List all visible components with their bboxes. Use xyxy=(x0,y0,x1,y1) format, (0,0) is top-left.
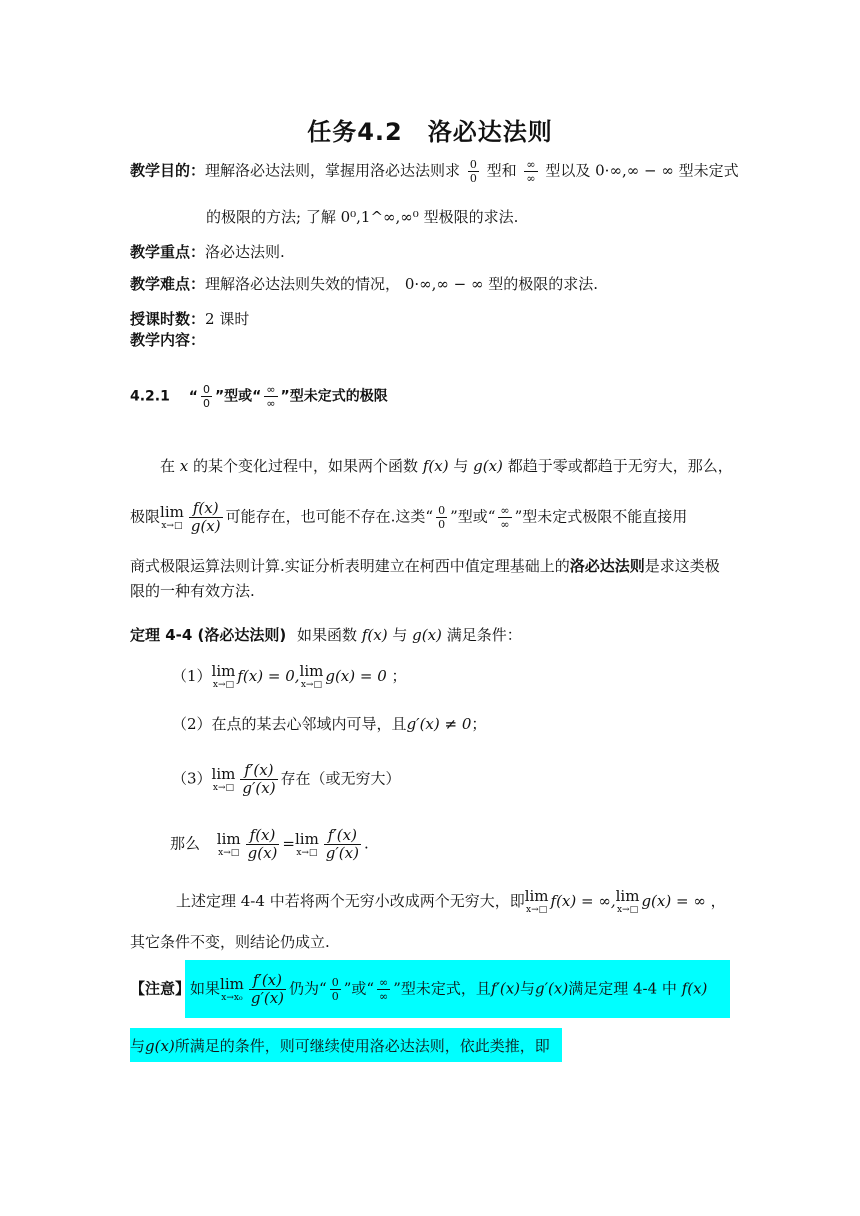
limit-operator: lim x→□ xyxy=(160,502,184,531)
objective-expr-d: 0·∞,∞ − ∞ xyxy=(595,161,674,180)
fraction-fp-over-gp: $\frac{f'(x)}{g'(x)}$ xyxy=(242,761,276,797)
objective-text-c: 型以及 xyxy=(545,161,591,180)
var-x: x xyxy=(179,457,189,475)
limit-operator: lim x→□ xyxy=(211,764,236,793)
key-point-label: 教学重点： xyxy=(130,243,206,261)
page-title: 任务4.2 洛必达法则 xyxy=(307,118,553,146)
limit-operator: lim x→□ xyxy=(211,662,236,690)
fraction-inf: $\frac{\infty}{\infty}$ xyxy=(379,976,389,1003)
func-f: f(x) xyxy=(422,457,449,475)
section-heading xyxy=(130,383,388,410)
fraction-zero: $\frac{0}{0}$ xyxy=(438,504,446,531)
fraction-inf-over-inf: $\frac{\infty}{\infty}$ xyxy=(526,158,536,185)
limit-operator: lim x→□ xyxy=(216,829,241,858)
section-quote-open: “ xyxy=(188,388,198,405)
objective-text-2c: 型极限的求法. xyxy=(423,208,519,226)
section-number: 4.2.1 xyxy=(130,388,170,405)
hours-text: 2 课时 xyxy=(205,310,250,328)
fraction-fp-over-gp: $\frac{f'(x)}{g'(x)}$ xyxy=(250,971,285,1007)
func-g: g(x) xyxy=(473,457,503,475)
paragraph-line-4: 限的一种有效方法. xyxy=(130,582,255,600)
objective-text-e: 型未定式 xyxy=(678,161,739,180)
objective-line-2 xyxy=(206,207,518,227)
note-line-2: 与g(x)所满足的条件，则可继续使用洛必达法则，依此类推，即 xyxy=(130,1037,550,1055)
remark-line-2: 其它条件不变，则结论仍成立. xyxy=(130,933,330,951)
objective-text-a: 理解洛必达法则，掌握用洛必达法则求 xyxy=(205,161,461,180)
paragraph-line-2: 极限 lim x→□ $\frac{f(x)}{g(x)}$ 可能存在，也可能不存在.这类“ $\frac{0}{0}$ ”型或“ $\frac{\infty}{\infty}$ ”型未定式极限不能直接用 xyxy=(130,499,688,535)
objective-label: 教学目的： xyxy=(130,161,206,180)
objective-text-b: 型和 xyxy=(486,161,517,180)
difficulty-line xyxy=(130,274,598,294)
conclusion-line: 那么 lim x→□ $\frac{f(x)}{g(x)}$ = lim x→□ $\frac{f'(x)}{g'(x)}$ . xyxy=(170,826,369,862)
paragraph-line-1: 在 x 的某个变化过程中，如果两个函数 f(x) 与 g(x) 都趋于零或都趋于无穷大，那么， xyxy=(160,457,733,475)
fraction-f-over-g: $\frac{f(x)}{g(x)}$ xyxy=(247,826,278,862)
difficulty-label: 教学难点： xyxy=(130,275,206,293)
difficulty-text-a: 理解洛必达法则失效的情况， xyxy=(205,275,401,293)
limit-operator: lim x→□ xyxy=(524,887,549,915)
objective-text-2a: 的极限的方法; 了解 xyxy=(206,208,336,226)
theorem-label: 定理 4-4 (洛必达法则) xyxy=(130,626,287,644)
remark-line-1: 上述定理 4-4 中若将两个无穷小改成两个无穷大，即 lim x→□ f(x) = ∞, lim x→□ g(x) = ∞ ， xyxy=(176,887,726,915)
section-fraction-zero: $\frac{0}{0}$ xyxy=(202,383,210,410)
paragraph-line-3: 商式极限运算法则计算.实证分析表明建立在柯西中值定理基础上的洛必达法则是求这类极 xyxy=(130,557,720,575)
fraction-zero: $\frac{0}{0}$ xyxy=(331,976,339,1003)
fraction-fp-over-gp: $\frac{f'(x)}{g'(x)}$ xyxy=(325,826,359,862)
limit-operator: lim x→□ xyxy=(294,829,319,858)
section-text-b: ”型或“ xyxy=(214,388,262,405)
fraction-f-over-g: $\frac{f(x)}{g(x)}$ xyxy=(190,499,221,535)
condition-1: （1） lim x→□ f(x) = 0, lim x→□ g(x) = 0 ； xyxy=(172,662,407,690)
note-label: 【注意】 xyxy=(130,979,191,998)
limit-operator: lim x→x₀ xyxy=(220,974,244,1003)
limit-operator: lim x→□ xyxy=(615,887,640,915)
hours-label: 授课时数： xyxy=(130,310,206,328)
note-line-1: 【注意】如果 lim x→x₀ $\frac{f'(x)}{g'(x)}$ 仍为“ $\frac{0}{0}$ ”或“ $\frac{\infty}{\infty}$ ”型未定式，且f′(x)与g′(x)满足定理 4-4 中 f(x) xyxy=(130,971,708,1007)
section-text-c: ”型未定式的极限 xyxy=(280,388,388,405)
limit-operator: lim x→□ xyxy=(299,662,324,690)
objective-expr-2b: 0⁰,1^∞,∞⁰ xyxy=(340,208,419,226)
hours-line xyxy=(130,309,249,329)
key-point-line xyxy=(130,242,285,262)
difficulty-expr-b: 0·∞,∞ − ∞ xyxy=(404,275,484,293)
section-fraction-inf: $\frac{\infty}{\infty}$ xyxy=(266,383,276,410)
condition-2: （2）在点的某去心邻域内可导，且g′(x) ≠ 0； xyxy=(172,715,487,733)
condition-3: （3） lim x→□ $\frac{f'(x)}{g'(x)}$ 存在（或无穷大） xyxy=(172,761,401,797)
theorem-line: 定理 4-4 (洛必达法则) 如果函数 f(x) 与 g(x) 满足条件： xyxy=(130,626,522,644)
lhopital-rule-bold: 洛必达法则 xyxy=(569,557,645,575)
fraction-inf: $\frac{\infty}{\infty}$ xyxy=(500,504,510,531)
key-point-text: 洛必达法则. xyxy=(205,243,285,261)
fraction-zero-over-zero: $\frac{0}{0}$ xyxy=(469,158,477,185)
difficulty-text-c: 型的极限的求法. xyxy=(488,275,599,293)
content-label: 教学内容： xyxy=(130,331,206,349)
content-line xyxy=(130,330,205,350)
objective-line-1 xyxy=(130,158,739,185)
